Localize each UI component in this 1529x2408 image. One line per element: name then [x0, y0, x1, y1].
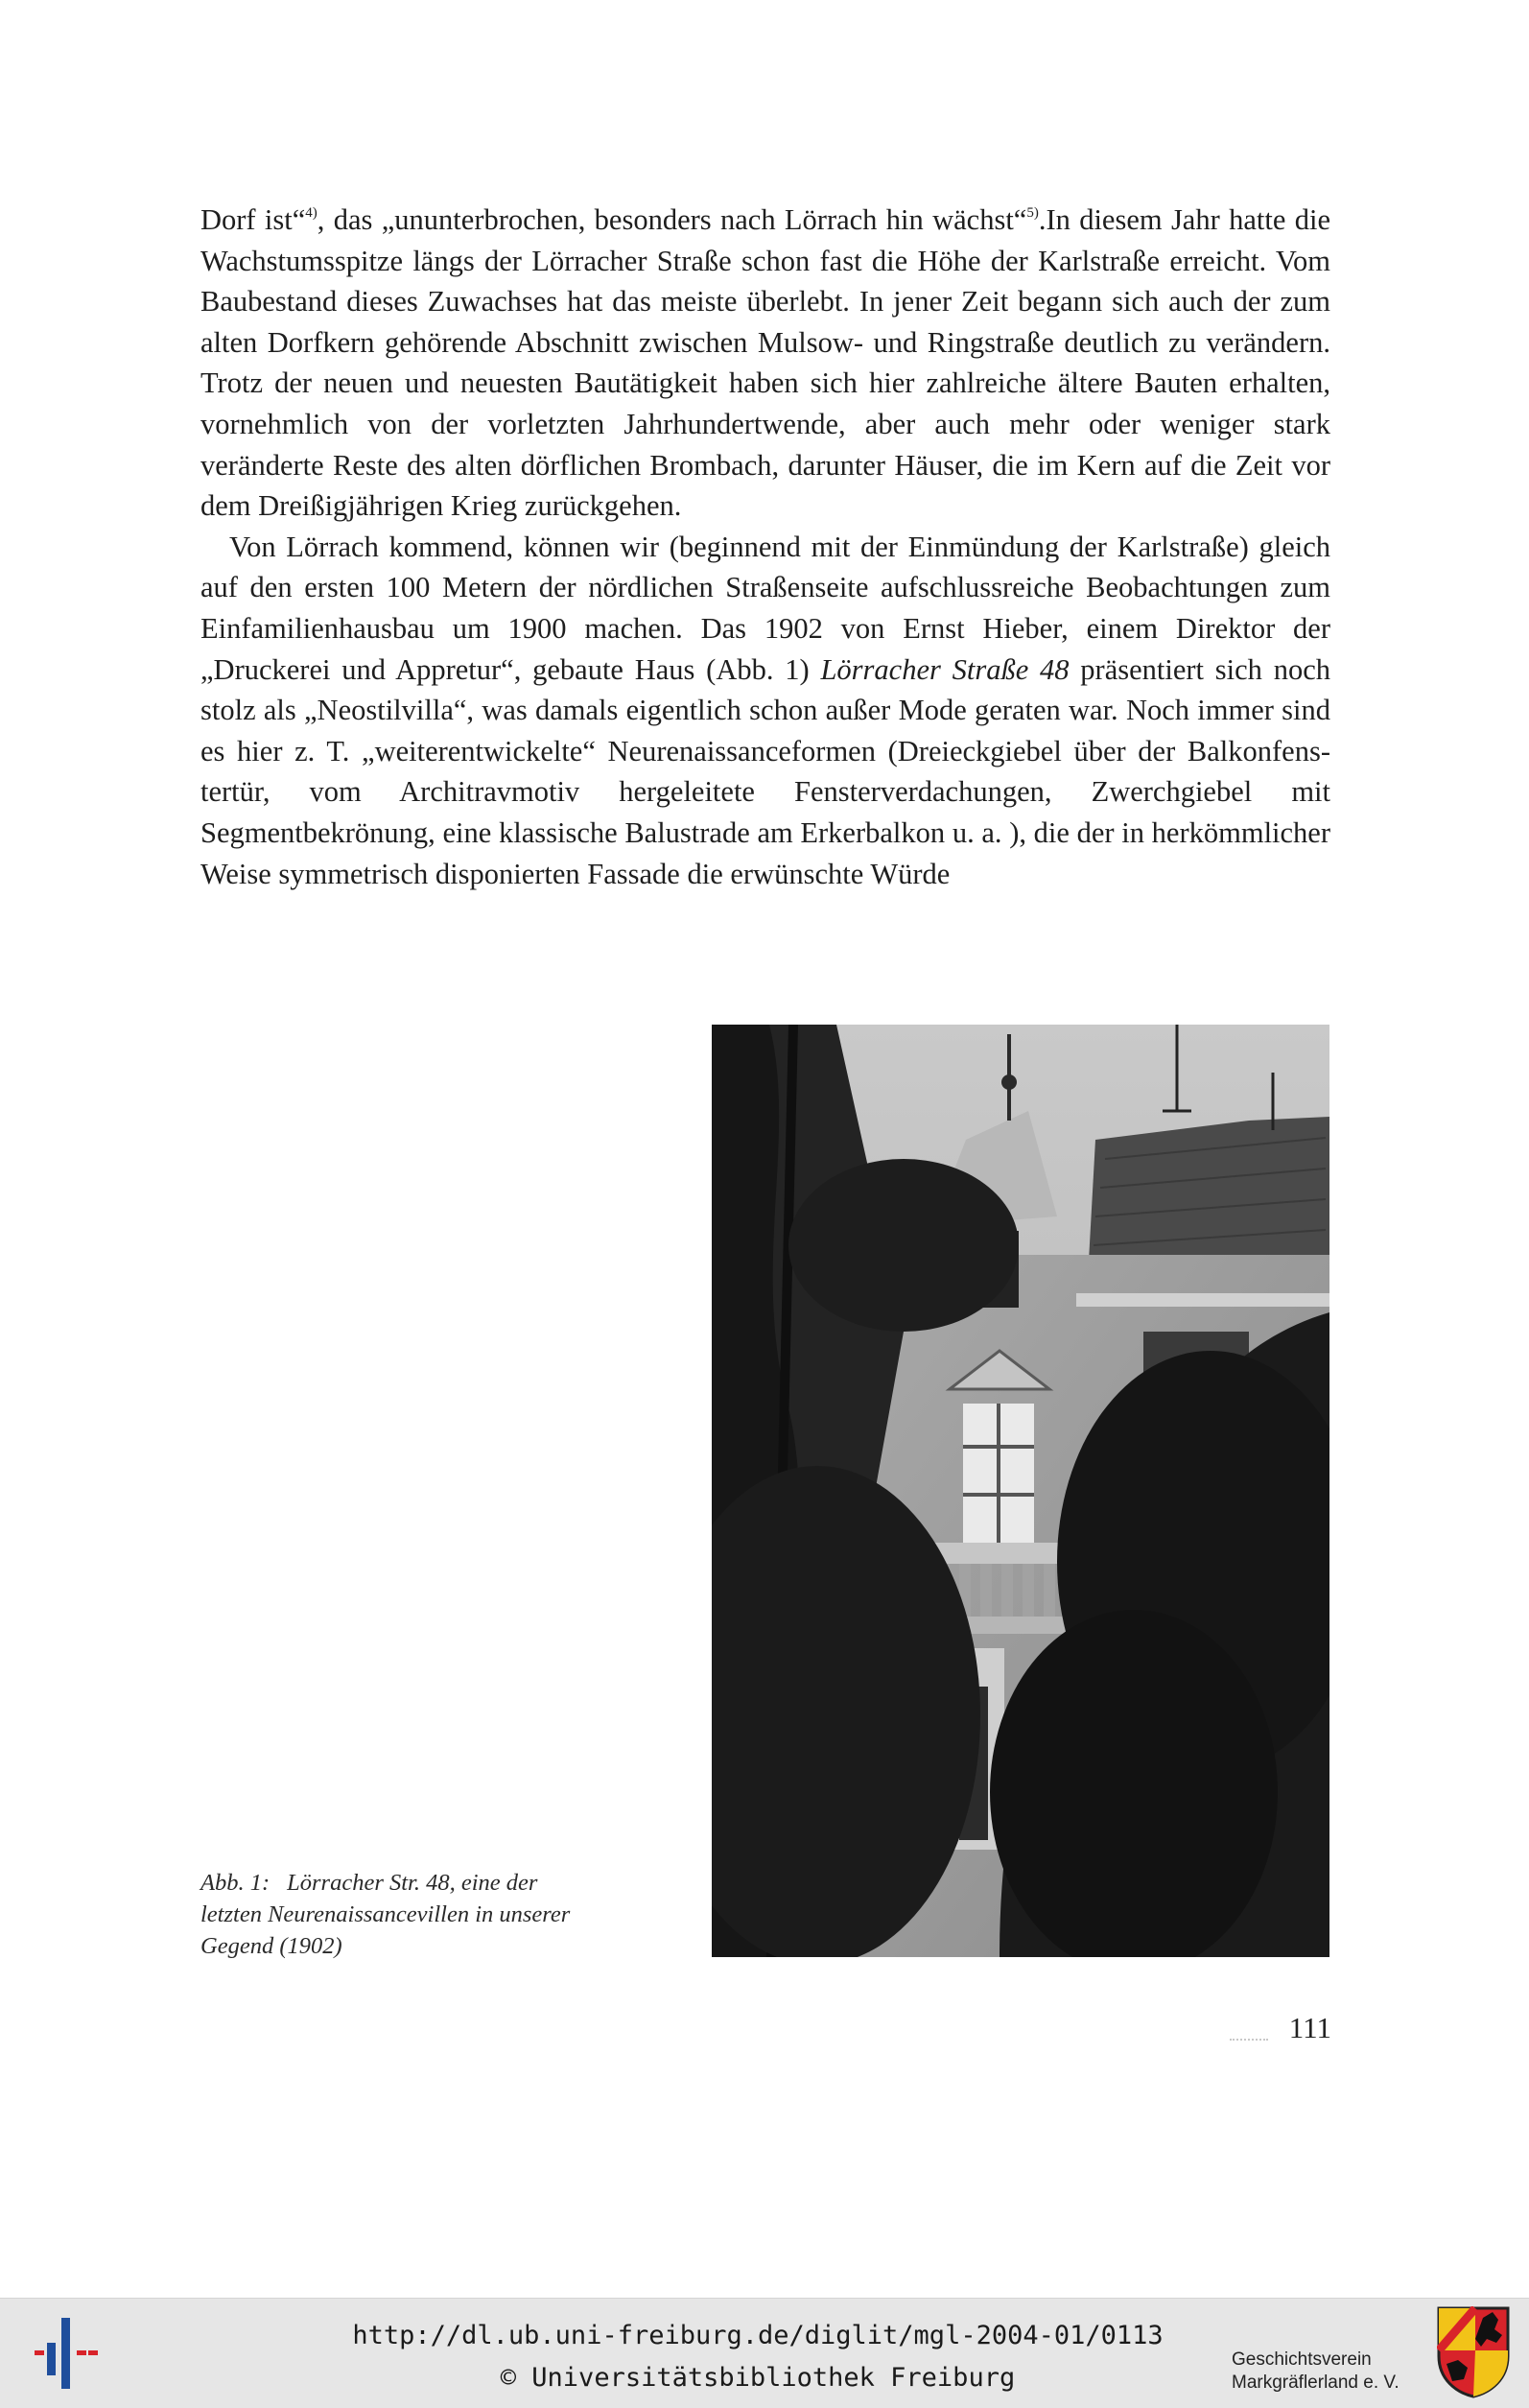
italic-text: Lörracher Straße 48: [820, 652, 1070, 686]
text-run: präsentiert sich noch stolz als „Neostilvilla“, was damals eigentlich schon außer Mode geraten war. Noch immer sind es hier z. T. „weiterentwickelte“ Neurenaissanceformen (Dreieckgiebel über der Balkonfenstertür, vom Architravmotiv hergeleitete Fensterverdachungen, Zwerchgiebel mit Segmentbekrönung, eine klassische Balustrade am Erkerbalkon u. a. ), die der in herkömmlicher Weise symmetrisch disponierten Fassade die erwünschte Würde: [200, 652, 1330, 890]
text-run: Von Lörrach kommend, können wir (beginnend mit der Einmündung der Karlstraße) gleich auf den ersten 100 Metern der nördlichen Straßenseite aufschlussreiche Beobachtungen zum Einfamilienhausbau um 1900 machen. Das 1902 von Ernst Hieber, einem Direktor der „Druckerei und Appretur“, gebaute Haus (Abb. 1): [200, 530, 1330, 686]
source-url-link[interactable]: http://dl.ub.uni-freiburg.de/diglit/mgl-2004-01/0113: [352, 2321, 1164, 2350]
text-run: Dorf ist“: [200, 203, 306, 236]
figure-caption: [200, 1867, 584, 1962]
coat-of-arms-icon[interactable]: [1437, 2306, 1510, 2398]
text-run: .In diesem Jahr hatte die Wachstumsspitze längs der Lörracher Straße schon fast die Höhe der Karlstraße erreicht. Vom Baubestand dieses Zuwachses hat das meiste überlebt. In jener Zeit begann sich auch der zum alten Dorfkern gehörende Abschnitt zwischen Mulsow- und Ringstraße deutlich zu verändern. Trotz der neuen und neuesten Bautätigkeit haben sich hier zahlreiche ältere Bauten erhalten, vornehmlich von der vorletzten Jahrhundertwende, aber auch mehr oder weniger stark veränderte Reste des alten dörflichen Brombach, darunter Häuser, die im Kern auf die Zeit vor dem Dreißigjährigen Krieg zurückgehen.: [200, 203, 1330, 523]
society-line-1: Geschichtsverein: [1232, 2349, 1372, 2370]
footnote-ref: 5): [1026, 205, 1039, 221]
figure-photo: [712, 1025, 1329, 1957]
figure-caption-text: Lörracher Str. 48, eine der letzten Neurenaissancevillen in unserer Gegend (1902): [200, 1870, 571, 1959]
page-number: 111: [1228, 2011, 1331, 2045]
society-line-2: Markgräflerland e. V.: [1232, 2373, 1400, 2393]
society-name: [1232, 2349, 1443, 2395]
text-run: , das „ununterbrochen, besonders nach Lörrach hin wächst“: [317, 203, 1027, 236]
body-text: [200, 200, 1330, 894]
paragraph: [200, 200, 1330, 527]
paragraph: [200, 527, 1330, 894]
footnote-ref: 4): [305, 205, 318, 221]
villa-photo-illustration: [712, 1025, 1329, 1957]
copyright-text: © Universitätsbibliothek Freiburg: [500, 2363, 1016, 2393]
figure-label: Abb. 1:: [200, 1870, 271, 1896]
ub-freiburg-logo-icon[interactable]: [35, 2314, 98, 2391]
